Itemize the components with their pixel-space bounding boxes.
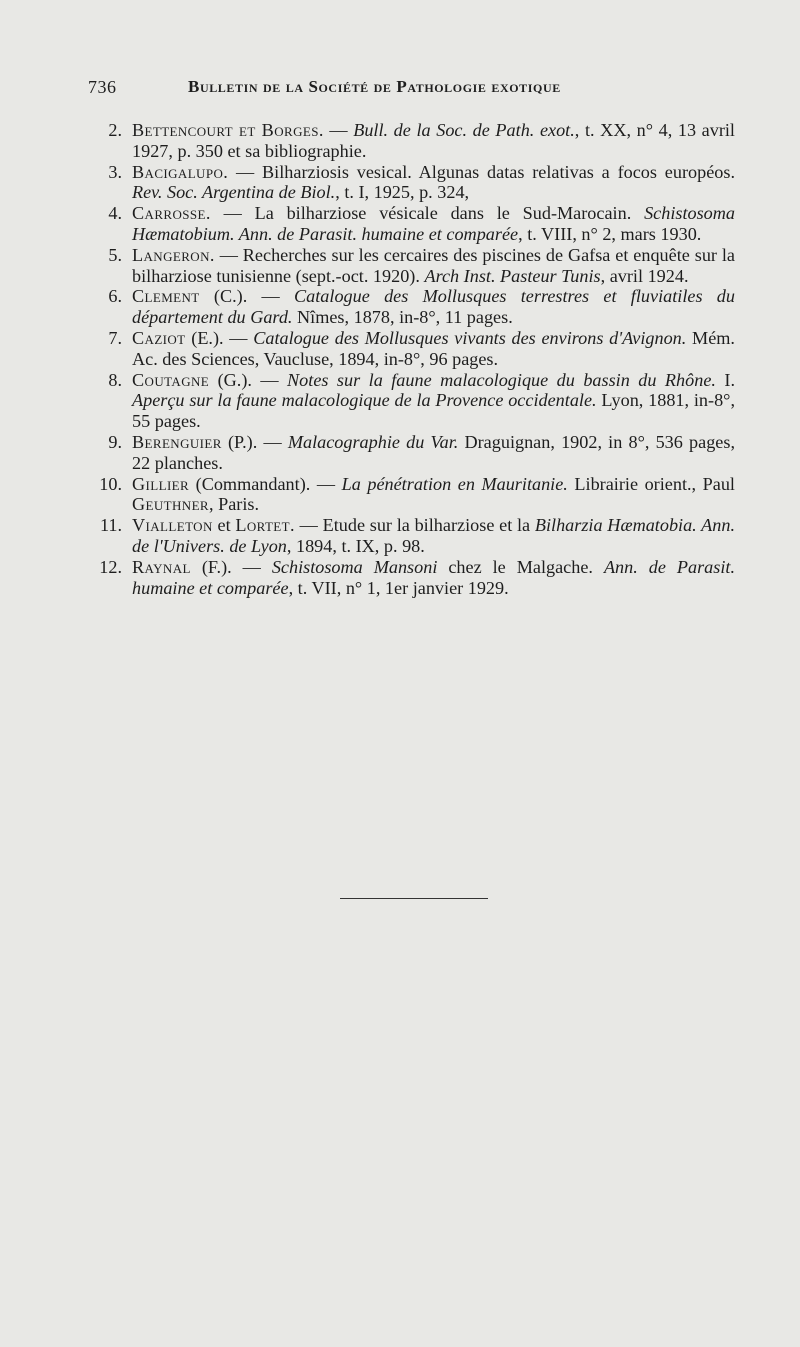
reference-text: , t. VII, n° 1, 1er janvier 1929. — [288, 577, 509, 598]
running-title: Bulletin de la Société de Pathologie exotique — [188, 77, 561, 96]
author-name: Clement — [132, 286, 200, 307]
reference-item — [92, 203, 735, 245]
reference-number: 3 . — [92, 162, 122, 183]
author-name: Berenguier — [132, 431, 222, 452]
reference-number: 11 . — [92, 515, 122, 536]
reference-item — [92, 474, 735, 516]
reference-text: , avril 1924. — [600, 265, 689, 286]
reference-text: Mém. Ac. des Sciences, Vaucluse, 1894, in-8°, 96 pages. — [132, 327, 735, 369]
author-name: Caziot — [132, 327, 186, 348]
title-text: Arch Inst. Pasteur Tunis — [424, 265, 601, 286]
reference-text: I. — [715, 369, 736, 390]
end-rule — [340, 898, 488, 899]
reference-number: 10 . — [92, 474, 122, 495]
author-name: Bettencourt et Borges. — [132, 120, 324, 140]
reference-item — [92, 370, 735, 432]
reference-text: , t. I, 1925, p. 324, — [335, 182, 470, 203]
author-name: Lortet. — [235, 515, 295, 536]
title-text: Ann. de Parasit. humaine et comparée — [132, 556, 735, 598]
reference-text: Lyon, 1881, in-8°, 55 pages. — [132, 390, 735, 432]
author-name: Gillier — [132, 473, 190, 494]
author-name: Langeron. — [132, 244, 215, 265]
title-text: Malacographie du Var. — [287, 431, 459, 452]
title-text: Schistosoma Hæmatobium. Ann. de Parasit. humaine et comparée — [132, 203, 735, 244]
title-text: Schistosoma Mansoni — [271, 556, 438, 577]
reference-item — [92, 432, 735, 474]
reference-number: 4 . — [92, 203, 122, 224]
reference-number: 12 . — [92, 557, 122, 578]
reference-text: (F.). — — [190, 556, 272, 577]
reference-item — [92, 120, 735, 162]
reference-text: — La bilharziose vésicale dans le Sud-Marocain. — [210, 203, 645, 224]
reference-text: (Commandant). — — [189, 473, 342, 494]
reference-text: (G.). — — [209, 369, 288, 390]
author-name: Raynal — [132, 556, 191, 577]
title-text: Catalogue des Mollusques vivants des environs d'Avignon. — [253, 327, 687, 348]
reference-text: — Recherches sur les cercaires des piscines de Gafsa et enquête sur la bilharziose tunisienne (sept.-oct. 1920). — [132, 244, 735, 286]
reference-list — [92, 120, 735, 598]
title-text: Bilharzia Hæmatobia. Ann. de l'Univers. de Lyon — [132, 515, 735, 556]
reference-item — [92, 328, 735, 370]
reference-number: 9 . — [92, 432, 122, 453]
reference-text: , t. VIII, n° 2, mars 1930. — [518, 223, 702, 244]
title-text: Bull. de la Soc. de Path. exot. — [353, 120, 575, 140]
reference-text: Draguignan, 1902, in 8°, 536 pages, 22 planches. — [132, 431, 735, 473]
title-text: Rev. Soc. Argentina de Biol. — [132, 182, 336, 203]
reference-text: , Paris. — [209, 494, 260, 515]
reference-item — [92, 286, 735, 328]
reference-text: chez le Malgache. — [437, 556, 604, 577]
author-name: Vialleton — [132, 515, 213, 536]
reference-text: Nîmes, 1878, in-8°, 11 pages. — [292, 307, 513, 328]
reference-text: (P.). — — [221, 431, 288, 452]
reference-text: (E.). — — [185, 327, 254, 348]
reference-item — [92, 515, 735, 557]
reference-text: (C.). — — [199, 286, 295, 307]
author-name: Coutagne — [132, 369, 210, 390]
reference-item — [92, 557, 735, 599]
reference-text: , t. XX, n° 4, 13 avril 1927, p. 350 et sa bibliographie. — [132, 120, 735, 161]
reference-text: Librairie orient., Paul — [567, 473, 735, 494]
author-name: Carrosse. — [132, 203, 211, 224]
author-name: Bacigalupo. — [132, 161, 229, 182]
reference-text: , 1894, t. IX, p. 98. — [286, 535, 425, 556]
reference-number: 8 . — [92, 370, 122, 391]
reference-number: 5 . — [92, 245, 122, 266]
reference-text: — Etude sur la bilharziose et la — [294, 515, 535, 536]
reference-number: 7 . — [92, 328, 122, 349]
title-text: Notes sur la faune malacologique du bassin du Rhône. — [287, 369, 716, 390]
reference-number: 2 . — [92, 120, 122, 141]
reference-number: 6 . — [92, 286, 122, 307]
title-text: Catalogue des Mollusques terrestres et fluviatiles du département du Gard. — [132, 286, 735, 328]
page-number: 736 — [88, 77, 117, 97]
title-text: Aperçu sur la faune malacologique de la Provence occidentale. — [132, 390, 597, 411]
reference-item — [92, 245, 735, 287]
title-text: La pénétration en Mauritanie. — [341, 473, 568, 494]
reference-text: — — [323, 120, 354, 140]
reference-text: — Bilharziosis vesical. Algunas datas relativas a focos européos. — [228, 161, 735, 182]
reference-item — [92, 162, 735, 204]
reference-text: et — [212, 515, 236, 536]
author-name: Geuthner — [132, 494, 209, 515]
